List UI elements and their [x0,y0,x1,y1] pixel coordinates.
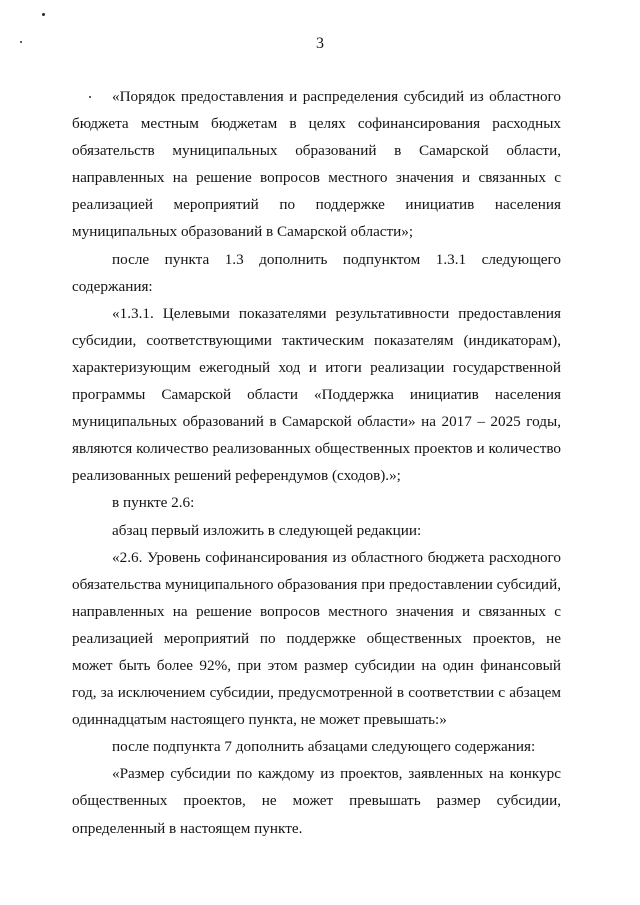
scan-speck [42,13,45,16]
paragraph-in-point-2-6: в пункте 2.6: [112,494,195,512]
paragraph-subsidy-size: «Размер субсидии по каждому из проектов, заявленных на конкурс общественных проектов, не может превышать размер субсидии, определенный в настоящем пункте. [72,765,561,837]
paragraph-subpoint-1-3-1: «1.3.1. Целевыми показателями результативности предоставления субсидии, соответствующими тактическим показателям (индикаторам), характеризующим ежегодный ход и итоги реализации государственной программы Самарской области «Поддержка инициатив населения муниципальных образований в Самарской области» на 2017 – 2025 годы, являются количество реализованных общественных проектов и количество реализованных решений референдумов (сходов).»; [72,304,561,485]
paragraph-first-abzac: абзац первый изложить в следующей редакции: [112,521,422,539]
paragraph-after-subpoint-7: после подпункта 7 дополнить абзацами следующего содержания: [112,738,536,756]
page-number: 3 [316,35,324,52]
paragraph-after-point-1-3: после пункта 1.3 дополнить подпунктом 1.3.1 следующего содержания: [72,250,561,295]
document-body [72,83,561,842]
paragraph-program-title: «Порядок предоставления и распределения субсидий из областного бюджета местным бюджетам в целях софинансирования расходных обязательств муниципальных образований в Самарской области, направленных на решение вопросов местного значения и связанных с реализацией мероприятий по поддержке инициатив населения муниципальных образований в Самарской области»; [72,88,561,241]
paragraph-point-2-6: «2.6. Уровень софинансирования из областного бюджета расходного обязательства муниципального образования при предоставлении субсидий, направленных на решение вопросов местного значения и связанных с реализацией мероприятий по поддержке общественных проектов, не может быть более 92%, при этом размер субсидии на один финансовый год, за исключением субсидии, предусмотренной в соответствии с абзацем одиннадцатым настоящего пункта, не может превышать:» [72,548,561,729]
